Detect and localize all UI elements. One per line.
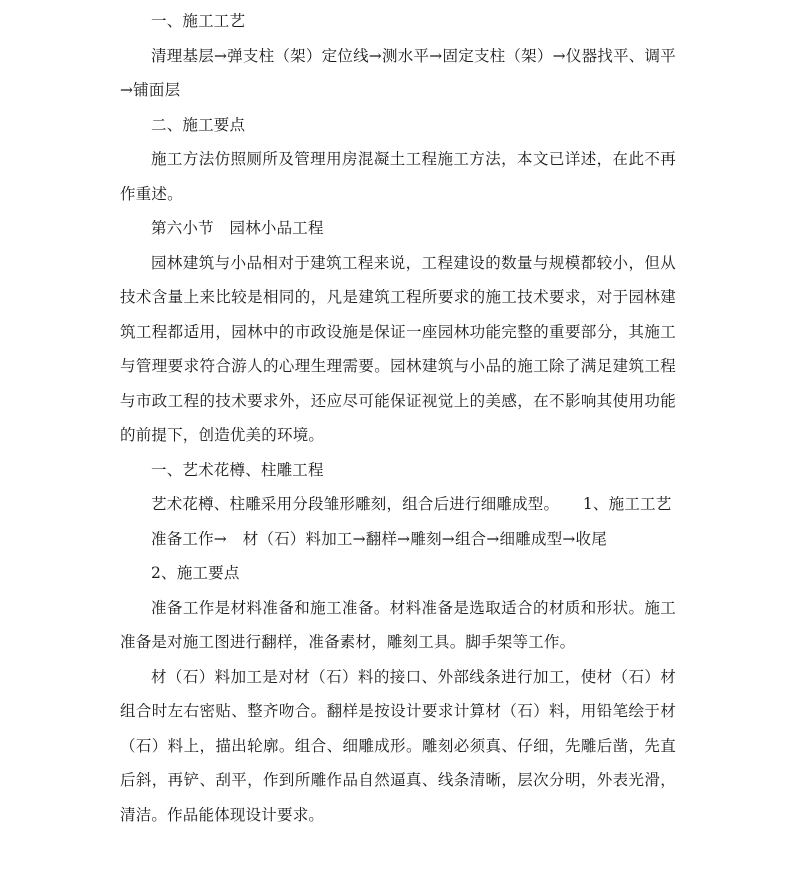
- paragraph-material-processing: 材（石）料加工是对材（石）料的接口、外部线条进行加工，使材（石）材组合时左右密贴、整齐吻合。翻样是按设计要求计算材（石）料，用铅笔绘于材（石）料上，描出轮廓。组合、细雕成形。雕刻必须真、仔细，先雕后凿，先直后斜，再铲、刮平，作到所雕作品自然逼真、线条清晰，层次分明，外表光滑，清洁。作品能体现设计要求。: [120, 667, 676, 824]
- section-heading-key-points: 2、施工要点: [151, 564, 240, 582]
- paragraph-carving-flow: 准备工作→ 材（石）料加工→翻样→雕刻→组合→细雕成型→收尾: [151, 529, 607, 548]
- paragraph-construction-method: 施工方法仿照厕所及管理用房混凝土工程施工方法，本文已详述，在此不再作重述。: [120, 150, 676, 203]
- paragraph-process-flow: 清理基层→弹支柱（架）定位线→测水平→固定支柱（架）→仪器找平、调平→铺面层: [120, 46, 676, 99]
- section-heading-construction-process: 一、施工工艺: [151, 12, 246, 30]
- section-heading-garden-features: 第六小节 园林小品工程: [151, 219, 324, 237]
- section-heading-art-vases: 一、艺术花樽、柱雕工程: [151, 460, 324, 479]
- paragraph-garden-intro: 园林建筑与小品相对于建筑工程来说，工程建设的数量与规模都较小，但从技术含量上来比较是相同的，凡是建筑工程所要求的施工技术要求，对于园林建筑工程都适用，园林中的市政设施是保证一座园林功能完整的重要部分，其施工与管理要求符合游人的心理生理需要。园林建筑与小品的施工除了满足建筑工程与市政工程的技术要求外，还应尽可能保证视觉上的美感，在不影响其使用功能的前提下，创造优美的环境。: [120, 253, 676, 444]
- section-heading-construction-points: 二、施工要点: [151, 115, 246, 134]
- document-page: [120, 4, 676, 832]
- paragraph-carving-method: 艺术花樽、柱雕采用分段雏形雕刻，组合后进行细雕成型。 1、施工工艺: [151, 495, 672, 513]
- paragraph-preparation: 准备工作是材料准备和施工准备。材料准备是选取适合的材质和形状。施工准备是对施工图进行翻样，准备素材，雕刻工具。脚手架等工作。: [120, 598, 676, 651]
